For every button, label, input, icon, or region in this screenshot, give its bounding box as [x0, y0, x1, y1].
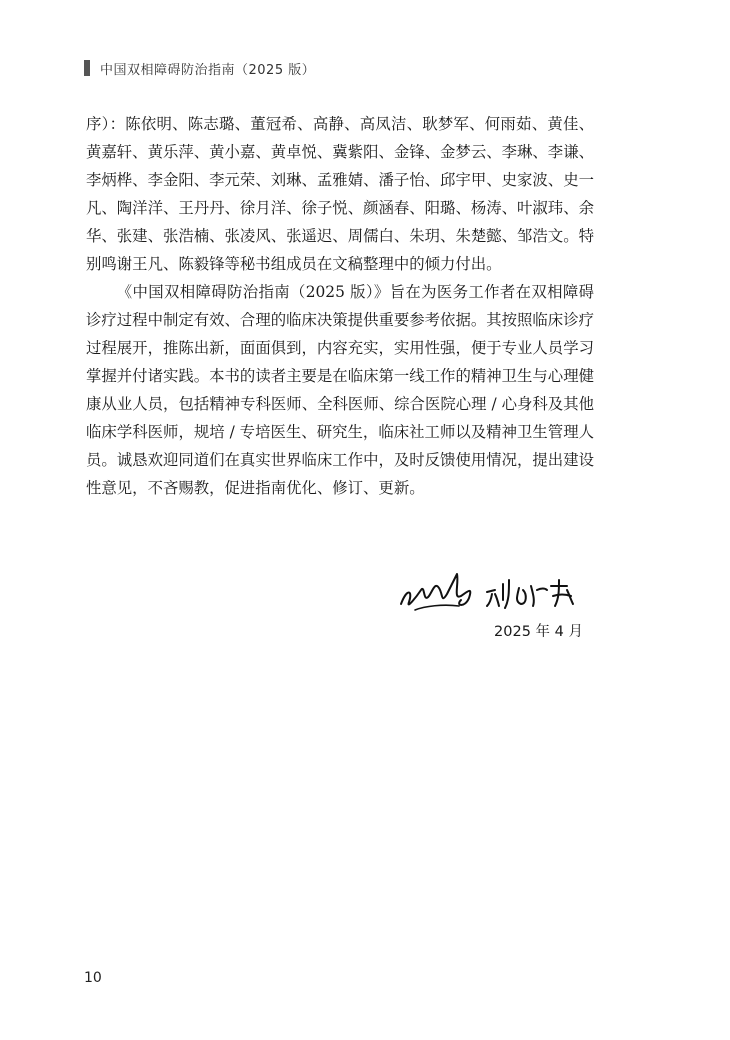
running-header: [84, 58, 315, 78]
handwritten-signatures: [395, 560, 595, 620]
body-text: [86, 110, 594, 502]
signature-image: [395, 560, 595, 620]
paragraph-purpose: 《中国双相障碍防治指南（2025 版）》旨在为医务工作者在双相障碍诊疗过程中制定有效、合理的临床决策提供重要参考依据。其按照临床诊疗过程展开，推陈出新，面面俱到，内容充实，实用性强，便于专业人员学习掌握并付诸实践。本书的读者主要是在临床第一线工作的精神卫生与心理健康从业人员，包括精神专科医师、全科医师、综合医院心理 / 心身科及其他临床学科医师，规培 / 专培医生、研究生，临床社工师以及精神卫生管理人员。诚恳欢迎同道们在真实世界临床工作中，及时反馈使用情况，提出建设性意见，不吝赐教，促进指南优化、修订、更新。: [86, 283, 594, 497]
page-number: 10: [84, 970, 102, 986]
signature-date: 2025 年 4 月: [494, 624, 583, 640]
paragraph-acknowledgements: 序）：陈依明、陈志璐、董冠希、高静、高凤洁、耿梦军、何雨茹、黄佳、黄嘉轩、黄乐萍、黄小嘉、黄卓悦、冀紫阳、金锋、金梦云、李琳、李谦、李炳桦、李金阳、李元荣、刘琳、孟雅婧、潘子怡、邱宇甲、史家波、史一凡、陶洋洋、王丹丹、徐月洋、徐子悦、颜涵春、阳璐、杨涛、叶淑玮、余华、张建、张浩楠、张凌风、张遥迟、周儒白、朱玥、朱楚懿、邹浩文。特别鸣谢王凡、陈毅锋等秘书组成员在文稿整理中的倾力付出。: [86, 115, 594, 273]
header-bar-mark: [84, 60, 90, 76]
header-title: 中国双相障碍防治指南（2025 版）: [100, 62, 316, 78]
